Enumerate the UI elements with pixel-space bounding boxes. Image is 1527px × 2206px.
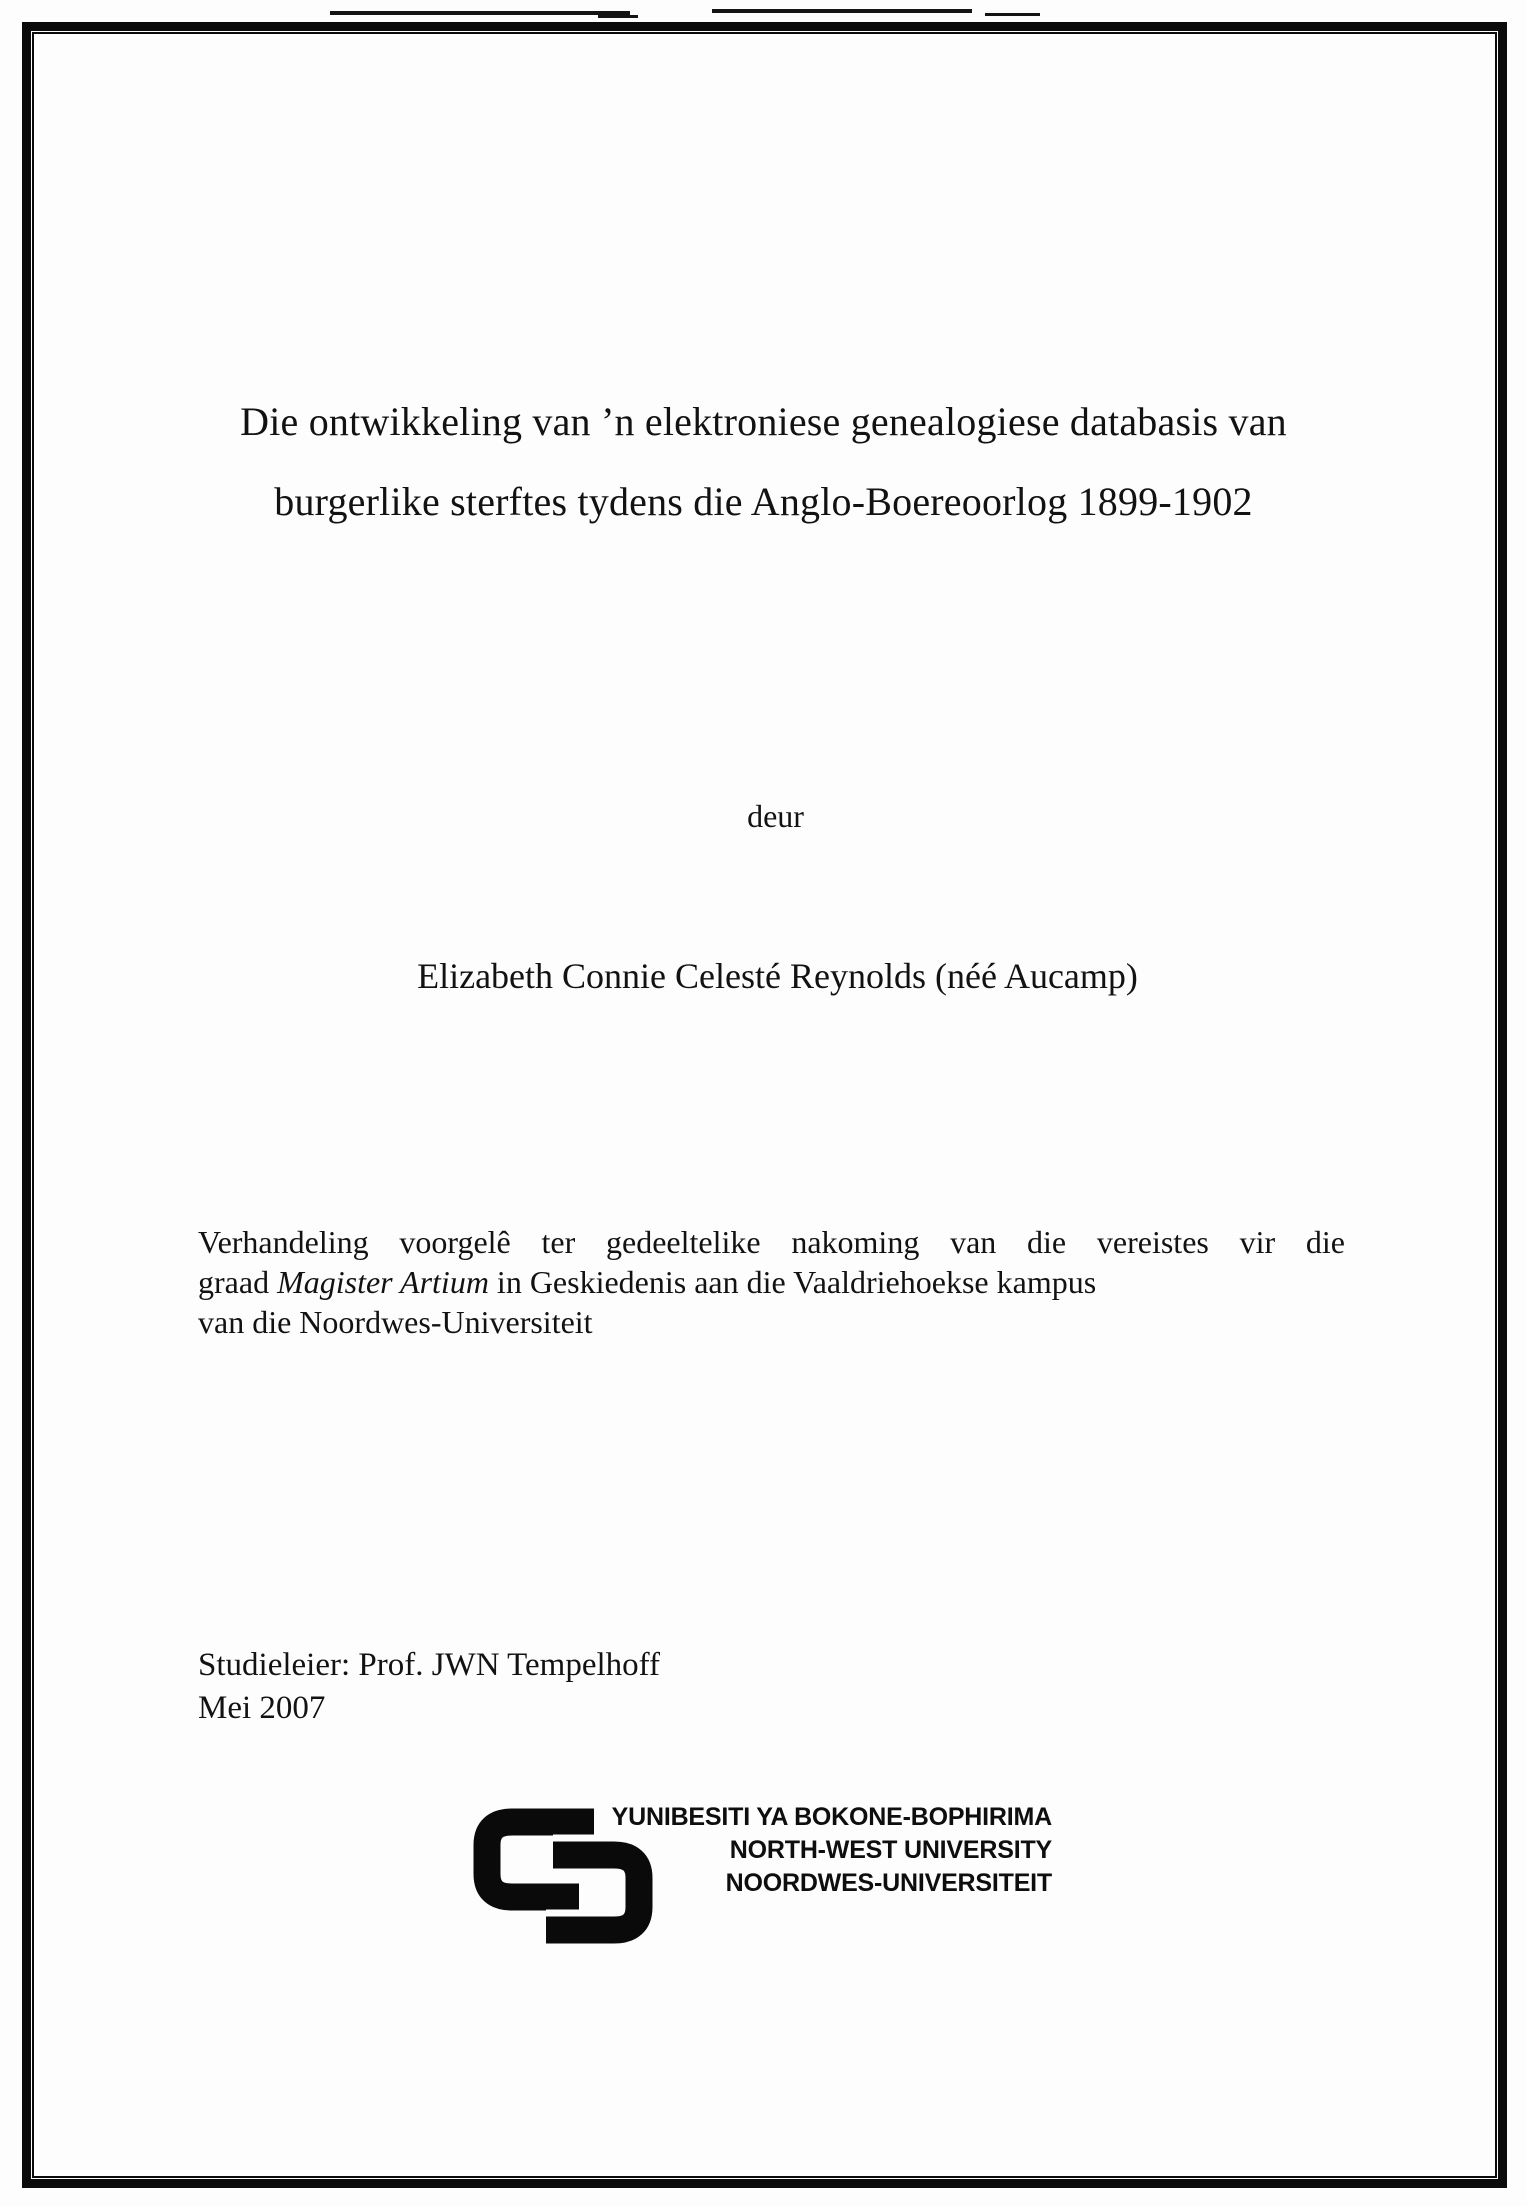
logo-text-setswana: YUNIBESITI YA BOKONE-BOPHIRIMA: [611, 1803, 1052, 1831]
supervisor-line: Studieleier: Prof. JWN Tempelhoff: [198, 1647, 661, 1683]
scan-artifact: [598, 15, 638, 18]
logo-text-english: NORTH-WEST UNIVERSITY: [729, 1836, 1052, 1864]
university-logo-text: [532, 1801, 1052, 1900]
scan-artifact: [712, 9, 972, 13]
degree-suffix: in Geskiedenis aan die Vaaldriehoekse kampus: [488, 1264, 1097, 1300]
supervisor-and-date: [198, 1644, 660, 1730]
thesis-title-line1: Die ontwikkeling van ’n elektroniese genealogiese databasis van: [240, 399, 1287, 444]
thesis-title: [90, 382, 1437, 542]
thesis-title-line2: burgerlike sterftes tydens die Anglo-Boereoorlog 1899-1902: [274, 479, 1253, 524]
scan-artifact: [985, 13, 1040, 16]
thesis-statement-line1: Verhandeling voorgelê ter gedeeltelike nakoming van die vereistes vir die: [198, 1224, 1345, 1260]
degree-prefix: graad: [198, 1264, 278, 1300]
thesis-statement: [198, 1222, 1345, 1342]
thesis-statement-line3: van die Noordwes-Universiteit: [198, 1304, 593, 1340]
date-line: Mei 2007: [198, 1690, 326, 1726]
thesis-statement-line2: [198, 1262, 1345, 1302]
author-name: Elizabeth Connie Celesté Reynolds (néé Aucamp): [417, 956, 1138, 996]
logo-text-afrikaans: NOORDWES-UNIVERSITEIT: [725, 1869, 1052, 1897]
byline: deur: [747, 798, 804, 834]
scan-artifact: [330, 11, 630, 15]
degree-name: Magister Artium: [277, 1264, 489, 1300]
